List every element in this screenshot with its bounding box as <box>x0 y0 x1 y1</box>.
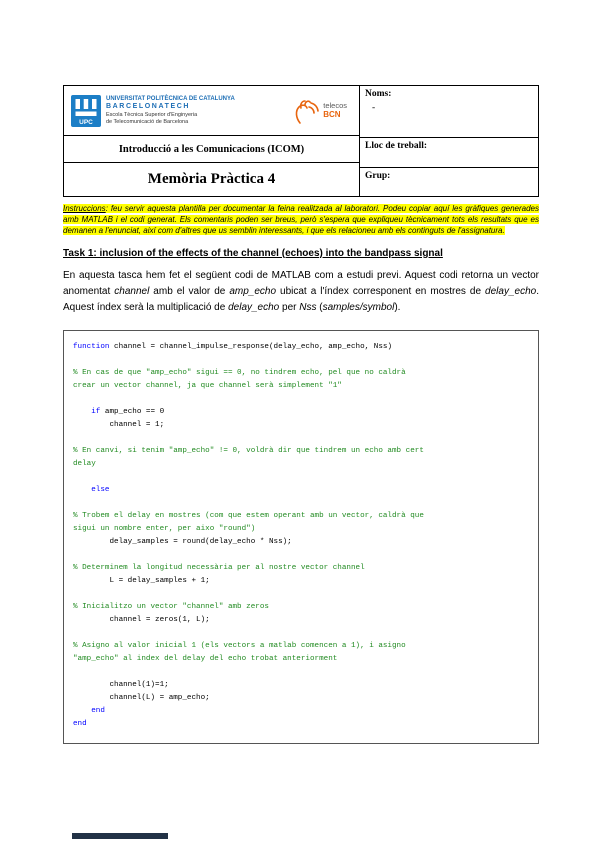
telecos-word: telecos <box>323 100 347 110</box>
code-line <box>73 588 530 601</box>
upc-textblock <box>106 96 235 126</box>
field-noms <box>360 86 538 138</box>
lloc-label: Lloc de treball: <box>365 141 428 151</box>
code-line: function channel = channel_impulse_response(delay_echo, amp_echo, Nss) <box>73 342 393 351</box>
code-line: delay <box>73 459 96 468</box>
code-line <box>73 354 530 367</box>
paragraph-italic-term: amp_echo <box>229 285 277 297</box>
logos-row <box>64 86 359 136</box>
code-line: channel(L) = amp_echo; <box>73 693 210 702</box>
paragraph-text: amb el valor de <box>149 285 230 297</box>
code-line: L = delay_samples + 1; <box>73 576 210 585</box>
code-line: sigui un nombre enter, per aixo "round") <box>73 524 256 533</box>
matlab-code-block <box>63 330 539 744</box>
field-grup <box>360 168 538 196</box>
code-line: % Trobem el delay en mostres (com que estem operant amb un vector, caldrà que <box>73 511 424 520</box>
telecos-text <box>323 102 347 120</box>
code-line: % Determinem la longitud necessària per al nostre vector channel <box>73 563 365 572</box>
code-line: % En cas de que "amp_echo" sigui == 0, no tindrem echo, pel que no caldrà <box>73 368 406 377</box>
code-line: % En canvi, si tenim "amp_echo" != 0, voldrà dir que tindrem un echo amb cert <box>73 446 424 455</box>
code-line: % Asigno al valor inicial 1 (els vectors a matlab comencen a 1), i asigno <box>73 641 406 650</box>
upc-school-line1: Escola Tècnica Superior d'Enginyeria <box>106 111 198 118</box>
code-line: end <box>73 719 87 728</box>
telecos-bcn: BCN <box>323 110 341 120</box>
code-line: else <box>91 485 110 494</box>
paragraph-italic-term: delay_echo <box>228 301 280 313</box>
upc-name-line2: BARCELONATECH <box>106 103 191 110</box>
paragraph-italic-term: channel <box>114 285 150 297</box>
header-right-column <box>360 86 538 196</box>
upc-name-line1: UNIVERSITAT POLITÈCNICA DE CATALUNYA <box>106 95 235 102</box>
code-line <box>73 666 530 679</box>
paragraph-italic-term: Nss <box>299 301 317 313</box>
paragraph-text: . Aquest índex serà la multiplicació de <box>63 285 539 313</box>
paragraph-text: ( <box>316 301 323 313</box>
code-line: "amp_echo" al index del delay del echo trobat anteriorment <box>73 654 338 663</box>
code-line <box>73 549 530 562</box>
instructions-lead: Instruccions <box>63 204 106 213</box>
code-line: if amp_echo == 0 <box>91 407 165 416</box>
instructions-text: : feu servir aquesta plantilla per documentar la feina realitzada al laboratori. Podeu copiar aquí les gràfiques generades amb MATLAB i el codi generat. Els comentaris poden ser breus, però s'espera que expliqueu tècnicament tots els resultats que es demanen a l'enunciat, així com d'altres que us semblin interessants, i que els relacioneu amb els continguts de l'assignatura. <box>63 204 539 236</box>
instructions-paragraph <box>63 203 539 237</box>
header-table <box>63 85 539 197</box>
header-left-column <box>64 86 360 196</box>
paragraph-text: En aquesta tasca hem fet el següent codi de MATLAB com a estudi previ. Aquest codi retorna un vector anomentat <box>63 269 539 297</box>
task-paragraph <box>63 268 539 316</box>
svg-text:UPC: UPC <box>79 118 93 126</box>
code-line <box>73 627 530 640</box>
telecos-hand-icon <box>292 96 320 126</box>
paragraph-text: ). <box>394 301 401 313</box>
field-lloc-de-treball <box>360 138 538 168</box>
code-line: delay_samples = round(delay_echo * Nss); <box>73 537 292 546</box>
telecos-logo <box>292 96 347 126</box>
paragraph-text: per <box>279 301 300 313</box>
code-line <box>73 432 530 445</box>
paragraph-italic-term: delay_echo <box>485 285 537 297</box>
task1-heading: Task 1: inclusion of the effects of the channel (echoes) into the bandpass signal <box>63 247 443 259</box>
code-line <box>73 393 530 406</box>
code-line <box>73 471 530 484</box>
code-line: channel = 1; <box>73 420 165 429</box>
code-line: crear un vector channel, ja que channel serà simplement "1" <box>73 381 342 390</box>
course-title: Introducció a les Comunicacions (ICOM) <box>64 136 359 163</box>
noms-label: Noms: <box>365 89 392 99</box>
next-page-edge <box>72 833 168 839</box>
instructions-highlight <box>63 204 539 235</box>
grup-label: Grup: <box>365 171 391 181</box>
code-line: channel(1)=1; <box>73 680 169 689</box>
code-line: % Inicialitzo un vector "channel" amb zeros <box>73 602 269 611</box>
practice-title: Memòria Pràctica 4 <box>147 171 276 187</box>
paragraph-italic-term: samples/symbol <box>322 301 395 313</box>
code-line: channel = zeros(1, L); <box>73 615 210 624</box>
upc-school-line2: de Telecomunicació de Barcelona <box>106 118 189 125</box>
code-line: end <box>91 706 105 715</box>
paragraph-text: ubicat a l'índex corresponent en mostres de <box>276 285 486 297</box>
upc-logo-icon <box>71 95 101 127</box>
code-line <box>73 497 530 510</box>
noms-value: - <box>372 103 376 113</box>
upc-brand <box>71 95 235 127</box>
